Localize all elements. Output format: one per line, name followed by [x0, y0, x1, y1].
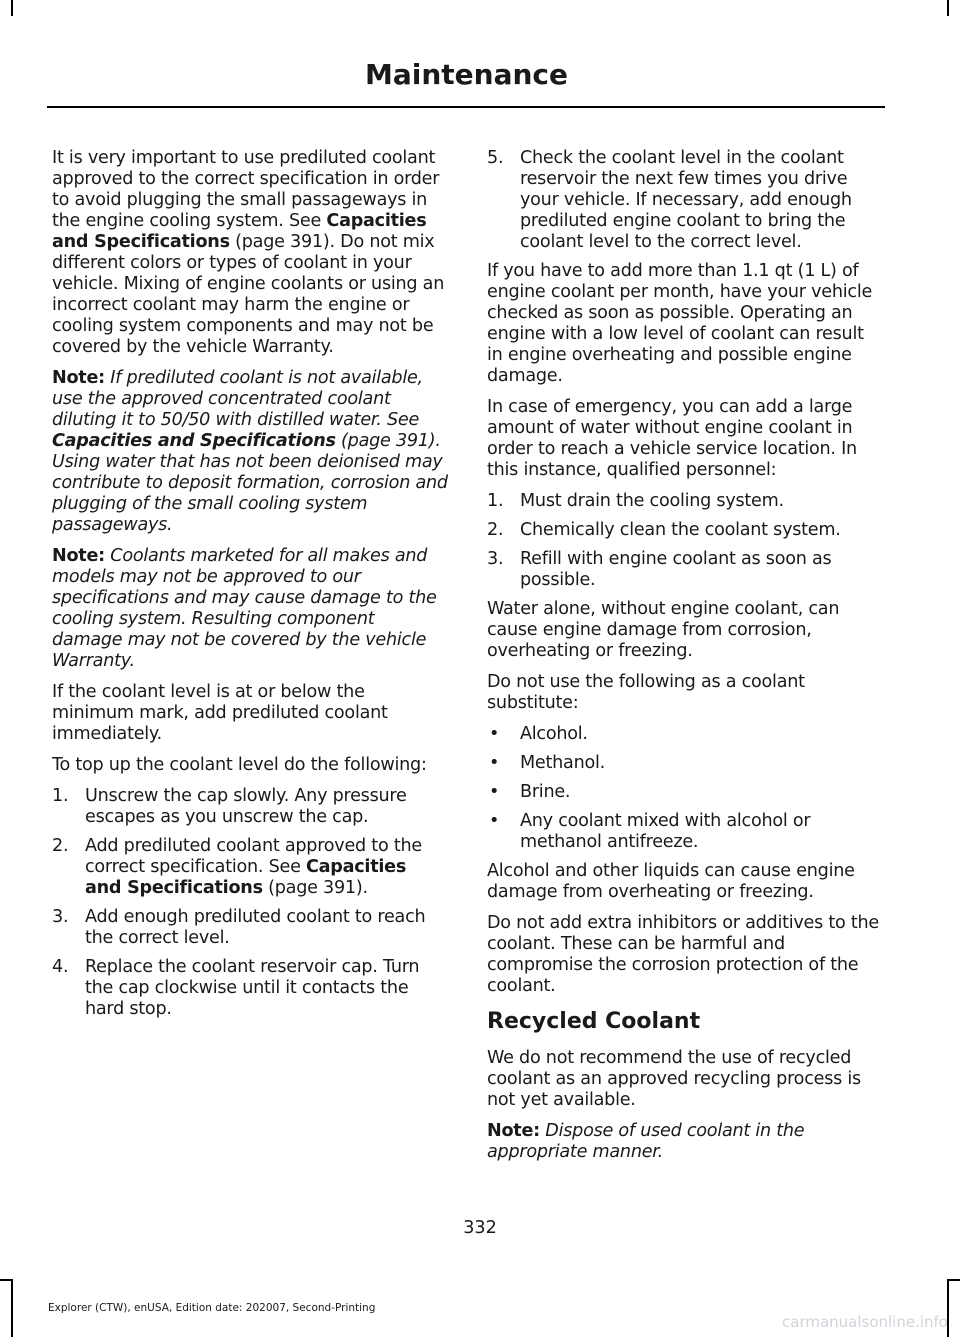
right-column: [487, 148, 881, 1173]
list-item: 2. Chemically clean the coolant system.: [487, 520, 841, 540]
crop-mark-bottom-left: [11, 1279, 13, 1337]
topup-steps: [52, 786, 448, 1020]
left-column: [52, 148, 448, 1028]
paragraph: Water alone, without engine coolant, can cause engine damage from corrosion, overheating or freezing.: [487, 599, 840, 661]
section-heading: Recycled Coolant: [487, 1009, 701, 1034]
note-label: Note:: [52, 368, 105, 388]
crop-mark-top-left: [11, 0, 13, 16]
paragraph: We do not recommend the use of recycled coolant as an approved recycling process is not yet available.: [487, 1048, 861, 1110]
note-prediluted: Note: If prediluted coolant is not available, use the approved concentrated coolant diluting it to 50/50 with distilled water. See Capacities and Specifications (page 391). Using water that has not been deionised may contribute to deposit formation, corrosion and plugging of the small cooling system passageways.: [52, 368, 448, 535]
bullet-icon: •: [489, 724, 500, 744]
paragraph: Alcohol and other liquids can cause engine damage from overheating or freezing.: [487, 861, 855, 902]
substitutes-list: [487, 724, 881, 853]
list-item: 3. Add enough prediluted coolant to reach the correct level.: [52, 907, 426, 948]
topup-paragraph: To top up the coolant level do the following:: [52, 755, 427, 775]
list-item: 2. Add prediluted coolant approved to the correct specification. See Capacities and Specifications (page 391).: [52, 836, 422, 898]
list-item: 1. Unscrew the cap slowly. Any pressure escapes as you unscrew the cap.: [52, 786, 407, 827]
capacities-link[interactable]: Capacities and Specifications: [52, 211, 427, 252]
bullet-icon: •: [489, 782, 500, 802]
crop-mark-top-right: [947, 0, 949, 16]
note-coolants-marketed: Note: Coolants marketed for all makes and models may not be approved to our specifications and may cause damage to the cooling system. Resulting component damage may not be covered by the vehicle Warranty.: [52, 546, 437, 671]
level-paragraph: If the coolant level is at or below the minimum mark, add prediluted coolant immediately.: [52, 682, 388, 744]
list-item: • Any coolant mixed with alcohol or methanol antifreeze.: [489, 811, 811, 852]
bullet-icon: •: [489, 753, 500, 773]
capacities-link[interactable]: Capacities and Specifications: [52, 431, 336, 451]
bullet-icon: •: [489, 811, 500, 831]
paragraph: If you have to add more than 1.1 qt (1 L) of engine coolant per month, have your vehicle checked as soon as possible. Operating an engine with a low level of coolant can result in engine overheating and possible engine damage.: [487, 261, 873, 386]
list-item: • Alcohol.: [489, 724, 588, 744]
page-title: Maintenance: [364, 58, 568, 91]
list-item: 4. Replace the coolant reservoir cap. Turn the cap clockwise until it contacts the hard stop.: [52, 957, 420, 1019]
list-item: • Brine.: [489, 782, 571, 802]
footer-edition: Explorer (CTW), enUSA, Edition date: 202007, Second-Printing: [48, 1302, 376, 1314]
topup-steps-continued: [487, 148, 881, 253]
intro-paragraph: It is very important to use prediluted coolant approved to the correct specification in order to avoid plugging the small passageways in the engine cooling system. See Capacities and Specifications (page 391). Do not mix different colors or types of coolant in your vehicle. Mixing of engine coolants or using an incorrect coolant may harm the engine or cooling system components and may not be covered by the vehicle Warranty.: [52, 148, 445, 357]
crop-mark-bottom-right-h: [947, 1279, 960, 1281]
note-label: Note:: [487, 1121, 540, 1141]
note-label: Note:: [52, 546, 105, 566]
list-item: 1. Must drain the cooling system.: [487, 491, 784, 511]
list-item: • Methanol.: [489, 753, 605, 773]
list-item: 3. Refill with engine coolant as soon as possible.: [487, 549, 832, 590]
crop-mark-bottom-left-h: [0, 1279, 13, 1281]
emergency-steps: [487, 491, 881, 591]
paragraph: Do not use the following as a coolant substitute:: [487, 672, 805, 713]
paragraph: In case of emergency, you can add a large amount of water without engine coolant in order to reach a vehicle service location. In this instance, qualified personnel:: [487, 397, 857, 480]
paragraph: Do not add extra inhibitors or additives to the coolant. These can be harmful and compromise the corrosion protection of the coolant.: [487, 913, 879, 996]
capacities-link[interactable]: Capacities and Specifications: [85, 857, 407, 898]
header-rule: [47, 106, 885, 108]
note-dispose: Note: Dispose of used coolant in the appropriate manner.: [487, 1121, 805, 1162]
watermark[interactable]: carmanualsonline.info: [782, 1313, 948, 1331]
list-item: 5. Check the coolant level in the coolant reservoir the next few times you drive your vehicle. If necessary, add enough prediluted engine coolant to bring the coolant level to the correct level.: [487, 148, 852, 252]
page-number: 332: [463, 1218, 497, 1238]
